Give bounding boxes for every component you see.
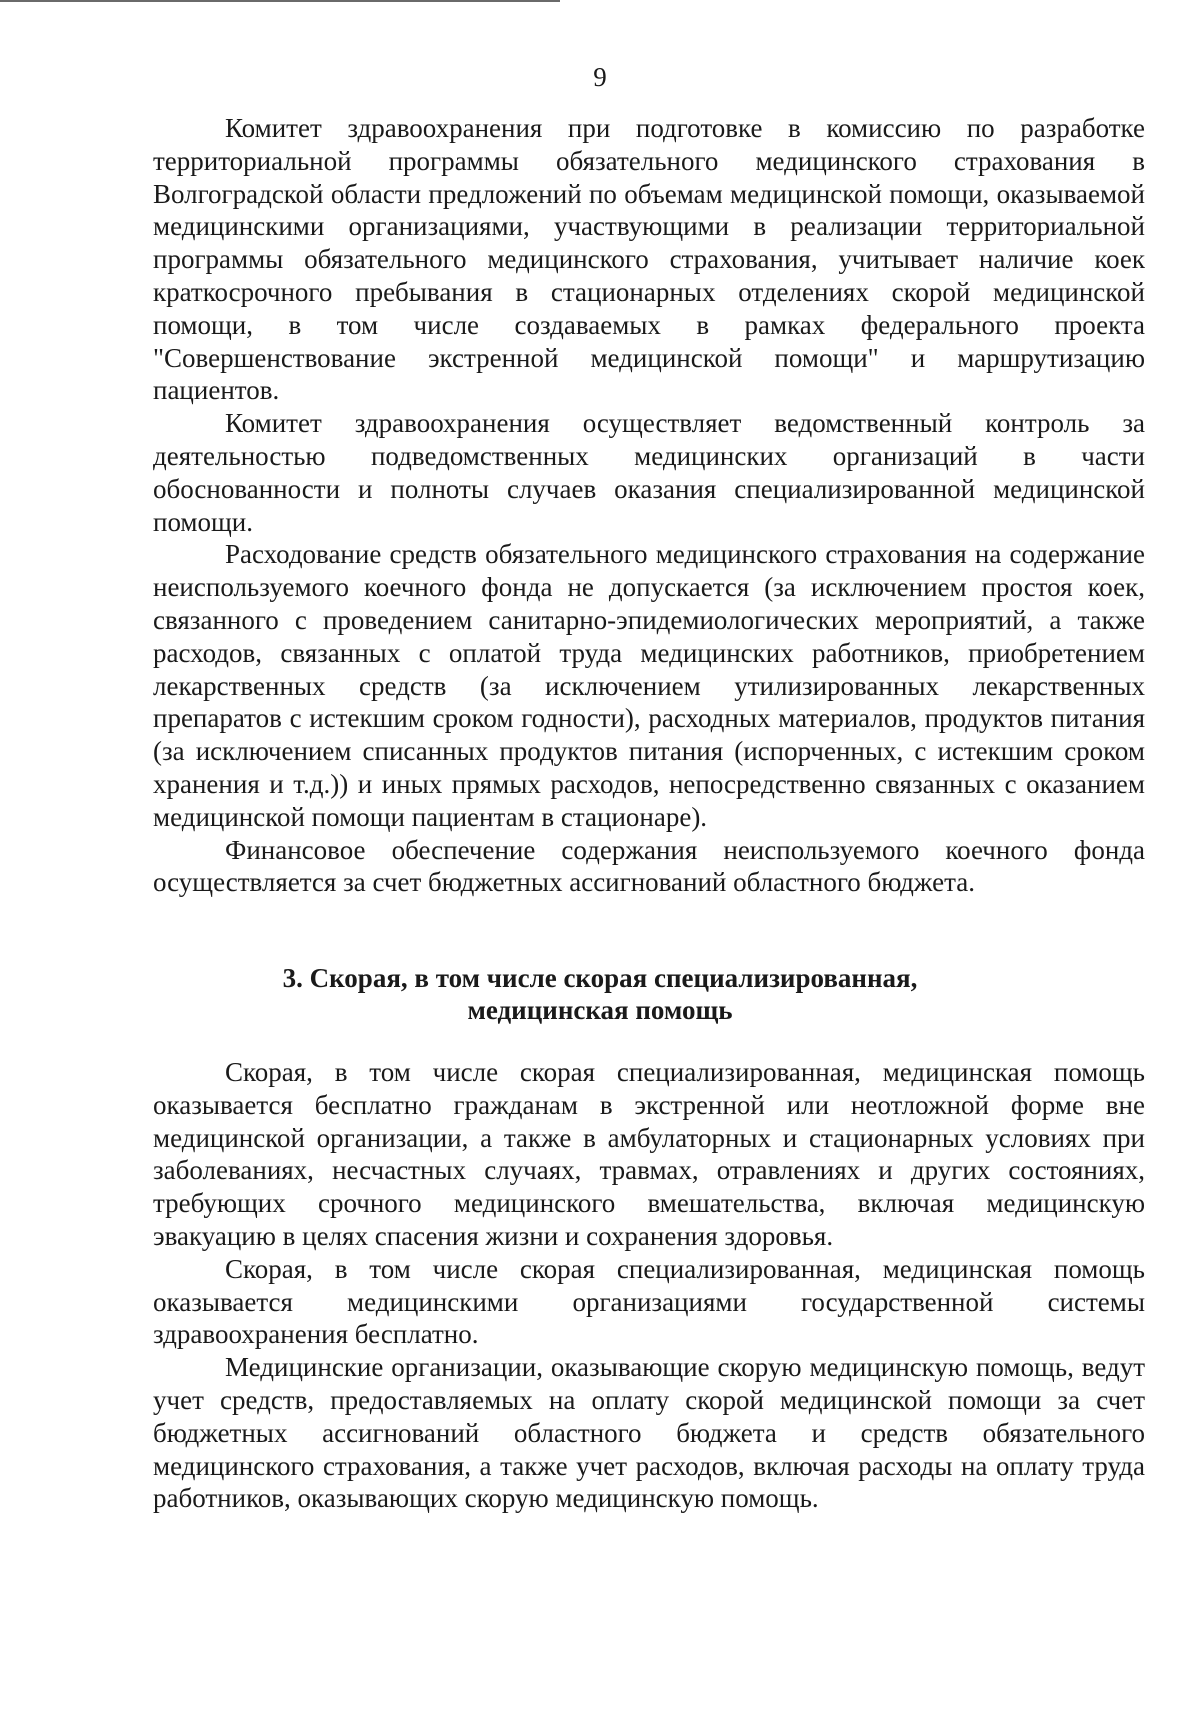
paragraph-committee-proposals: Комитет здравоохранения при подготовке в комиссию по разработке территориальной программы обязательного медицинского страхования в Волгоградской области предложений по объемам медицинской помощи, оказываемой медицинскими организациями, участвующими в реализации территориальной программы обязательного медицинского страхования, учитывает наличие коек краткосрочного пребывания в стационарных отделениях скорой медицинской помощи, в том числе создаваемых в рамках федерального проекта "Совершенствование экстренной медицинской помощи" и маршрутизацию пациентов.: [153, 113, 1145, 406]
paragraph-emergency-care-accounting: Медицинские организации, оказывающие скорую медицинскую помощь, ведут учет средств, предоставляемых на оплату скорой медицинской помощи за счет бюджетных ассигнований областного бюджета и средств обязательного медицинского страхования, а также учет расходов, включая расходы на оплату труда работников, оказывающих скорую медицинскую помощь.: [153, 1352, 1145, 1514]
section-3-text: [153, 1056, 1145, 1515]
section-3-heading-line-2: медицинская помощь: [467, 995, 733, 1025]
page-number: 9: [593, 62, 607, 92]
section-3-heading: [0, 962, 1200, 1026]
paragraph-committee-control: Комитет здравоохранения осуществляет ведомственный контроль за деятельностью подведомственных медицинских организаций в части обоснованности и полноты случаев оказания специализированной медицинской помощи.: [153, 408, 1145, 537]
scan-edge-line: [0, 0, 560, 2]
section-3-heading-line-1: 3. Скорая, в том числе скорая специализированная,: [282, 963, 918, 993]
paragraph-oms-spending: Расходование средств обязательного медицинского страхования на содержание неиспользуемого коечного фонда не допускается (за исключением простоя коек, связанного с проведением санитарно-эпидемиологических мероприятий, а также расходов, связанных с оплатой труда медицинских работников, приобретением лекарственных средств (за исключением утилизированных лекарственных препаратов с истекшим сроком годности), расходных материалов, продуктов питания (за исключением списанных продуктов питания (испорченных, с истекшим сроком хранения и т.д.)) и иных прямых расходов, непосредственно связанных с оказанием медицинской помощи пациентам в стационаре).: [153, 539, 1145, 832]
section-1-text: [153, 112, 1145, 899]
paragraph-financing: Финансовое обеспечение содержания неиспользуемого коечного фонда осуществляется за счет бюджетных ассигнований областного бюджета.: [153, 834, 1145, 898]
paragraph-emergency-care-state: Скорая, в том числе скорая специализированная, медицинская помощь оказывается медицинскими организациями государственной системы здравоохранения бесплатно.: [153, 1253, 1145, 1350]
paragraph-emergency-care-free: Скорая, в том числе скорая специализированная, медицинская помощь оказывается бесплатно гражданам в экстренной или неотложной форме вне медицинской организации, а также в амбулаторных и стационарных условиях при заболеваниях, несчастных случаях, травмах, отравлениях и других состояниях, требующих срочного медицинского вмешательства, включая медицинскую эвакуацию в целях спасения жизни и сохранения здоровья.: [153, 1057, 1145, 1251]
